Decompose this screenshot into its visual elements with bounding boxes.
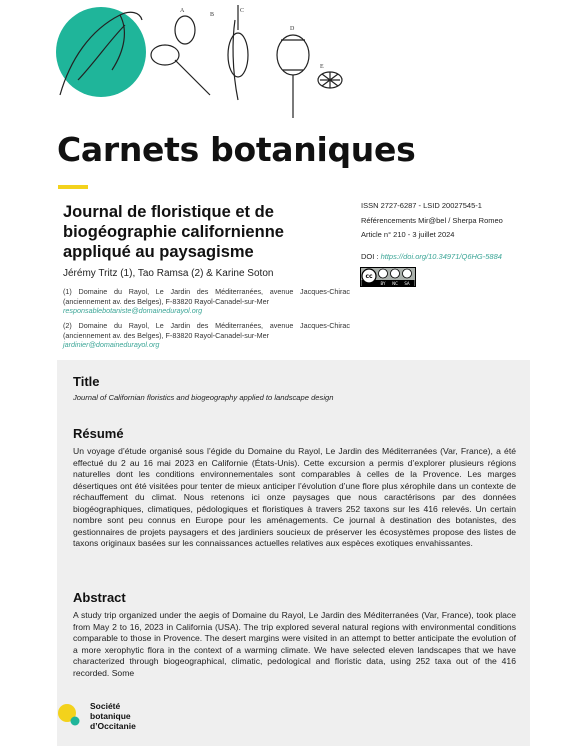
- authors: Jérémy Tritz (1), Tao Ramsa (2) & Karine Soton: [63, 268, 274, 279]
- figure-label-a: A: [180, 8, 185, 14]
- doi-label: DOI :: [361, 252, 381, 261]
- title-heading: Title: [73, 374, 100, 389]
- sa-icon: [403, 269, 412, 278]
- affiliation-1: [63, 287, 350, 316]
- references-info: Référencements Mir@bel / Sherpa Romeo: [361, 216, 503, 225]
- society-name-line-2: botanique: [90, 711, 131, 721]
- abstract-box: [57, 360, 530, 746]
- cc-text: cc: [365, 273, 373, 280]
- figure-label-c: C: [240, 8, 245, 14]
- nc-label: NC: [392, 281, 398, 286]
- sa-label: SA: [404, 281, 410, 286]
- affiliation-email-link[interactable]: jardinier@domainedurayol.org: [63, 340, 160, 350]
- resume-heading: Résumé: [73, 426, 124, 441]
- figure-label-d: D: [290, 26, 295, 32]
- article-title: Journal de floristique et de biogéographie californienne appliqué au paysagisme: [63, 203, 284, 261]
- doi: [361, 252, 502, 261]
- society-logo-icon: [58, 700, 80, 726]
- abstract-heading: Abstract: [73, 590, 126, 605]
- issn-info: ISSN 2727-6287 - LSID 20027545-1: [361, 201, 482, 210]
- society-name-line-1: Société: [90, 701, 121, 711]
- journal-title: Carnets botaniques: [57, 130, 416, 169]
- cc-license-badge[interactable]: [360, 267, 416, 287]
- affiliation-text: (2) Domaine du Rayol, Le Jardin des Méditerranées, avenue Jacques-Chirac (anciennement av. des Belges), F-83820 Rayol-Canadel-sur-Mer: [63, 321, 350, 340]
- accent-bar: [58, 185, 88, 189]
- society-name-line-3: d’Occitanie: [90, 721, 136, 731]
- by-icon: [379, 269, 388, 278]
- by-label: BY: [380, 281, 386, 286]
- resume-text: Un voyage d’étude organisé sous l’égide du Domaine du Rayol, Le Jardin des Méditerranées (Var, France), a été effectué du 2 au 16 mai 2023 en Californie (États-Unis). Cette excursion a permis d’explorer plusieurs régions naturelles dont les conditions environnementales sont comparables à celles de la Provence. Les marges désertiques ont été visitées pour tenter de mieux anticiper l’évolution d’une flore plus xérophile dans un contexte de réchauffement du climat. Nous retenons ici onze paysages que nous caractérisons par des données biogéographiques, climatiques, pédologiques et floristiques à travers 252 taxons sur les 416 relevés. Un certain nombre sont peu connus en Europe pour les aménagements. Ce journal à destination des botanistes, des gestionnaires de projets paysagers et des jardiniers soucieux de préserver les écosystèmes propose des listes de taxons originaux basées sur les connaissances actuelles relatives aux espèces exotiques envahissantes.: [73, 446, 516, 548]
- society-name: [90, 701, 136, 731]
- affiliation-email-link[interactable]: responsablebotaniste@domainedurayol.org: [63, 306, 203, 316]
- abstract-text: A study trip organized under the aegis of Domaine du Rayol, Le Jardin des Méditerranées (Var, France), took place from May 2 to 16, 2023 in California (USA). The trip explored several natural regions with environmental conditions comparable to those in Provence. The desert margins were visited in an attempt to better anticipate the evolution of a more xerophytic flora in the context of a warming climate. We have selected eleven landscapes that we have characterized through biogeographical, climatic, pedological and floristic data, using 252 taxa out of the 416 recorded. Some: [73, 610, 516, 678]
- affiliation-2: [63, 321, 350, 350]
- english-title: Journal of Californian floristics and biogeography applied to landscape design: [73, 393, 334, 402]
- article-number: Article n° 210 - 3 juillet 2024: [361, 230, 455, 239]
- nc-icon: [391, 269, 400, 278]
- affiliation-text: (1) Domaine du Rayol, Le Jardin des Méditerranées, avenue Jacques-Chirac (anciennement av. des Belges), F-83820 Rayol-Canadel-sur-Mer: [63, 287, 350, 306]
- figure-label-e: E: [320, 64, 324, 70]
- doi-link[interactable]: https://doi.org/10.34971/Q6HG-5884: [380, 252, 502, 261]
- botanical-header-illustration: [0, 0, 587, 118]
- figure-label-b: B: [210, 12, 215, 18]
